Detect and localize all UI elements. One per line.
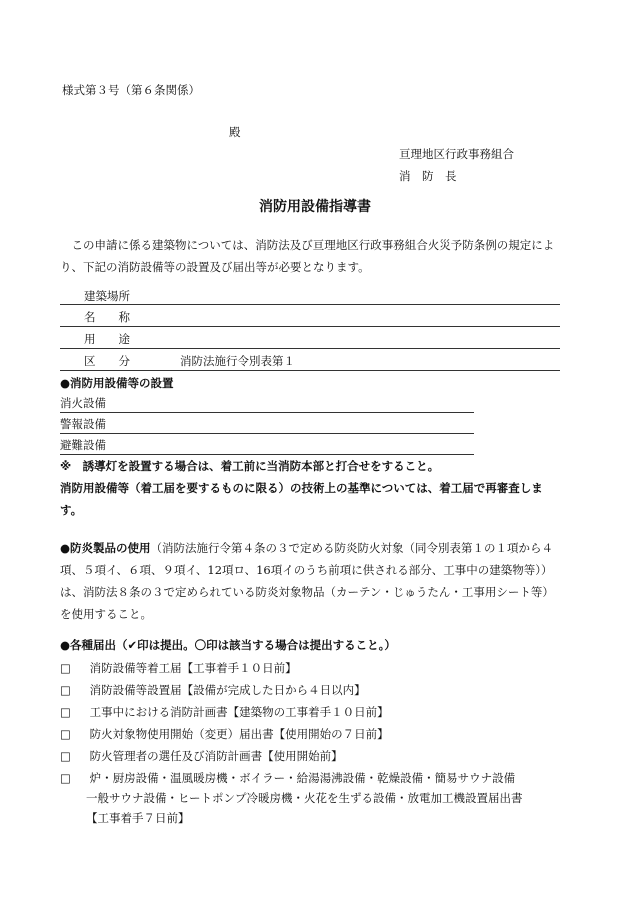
note-recheck: 消防用設備等（着工届を要するものに限る）の技術上の基準については、着工届で再審査します。 — [60, 481, 543, 517]
notification-item — [60, 660, 297, 676]
notification-item-label: 防火対象物使用開始（変更）届出書【使用開始の７日前】 — [89, 727, 389, 741]
equipment-divider — [60, 412, 474, 413]
intro-paragraph: この申請に係る建築物については、消防法及び亘理地区行政事務組合火災予防条例の規定により、下記の消防設備等の設置及び届出等が必要となります。 — [60, 238, 555, 274]
equipment-divider — [60, 433, 474, 434]
info-label-use: 用 途 — [84, 332, 130, 346]
checkbox-icon[interactable]: □ — [60, 771, 71, 785]
equipment-item-fire-extinguishing: 消火設備 — [60, 396, 106, 410]
issuer-title: 消 防 長 — [399, 169, 457, 183]
checkbox-icon[interactable]: □ — [60, 749, 71, 763]
checkbox-icon[interactable]: □ — [60, 661, 71, 675]
notification-item — [60, 726, 389, 742]
notification-item-label: 炉・厨房設備・温風暖房機・ボイラー・給湯湯沸設備・乾燥設備・簡易サウナ設備 — [89, 771, 516, 785]
notification-item — [60, 682, 366, 698]
checkbox-icon[interactable]: □ — [60, 705, 71, 719]
checkbox-icon[interactable]: □ — [60, 727, 71, 741]
note-guide-light: ※ 誘導灯を設置する場合は、着工前に当消防本部と打合せをすること。 — [60, 459, 440, 473]
info-divider — [60, 326, 560, 327]
fireproof-text: （消防法施行令第４条の３で定める防炎防火対象（同令別表第１の１項から４項、５項イ、６項、９項イ、12項ロ、16項イのうち前項に供される部分、工事中の建築物等））は、消防法８条の３で定められている防炎対象物品（カーテン・じゅうたん・工事用シート等）を使用すること。 — [60, 541, 554, 621]
notification-item-continuation: 【工事着手７日前】 — [86, 811, 190, 825]
addressee-suffix: 殿 — [229, 125, 241, 139]
issuer-organization: 亘理地区行政事務組合 — [399, 147, 514, 161]
info-divider — [60, 370, 560, 371]
notification-item — [60, 704, 389, 720]
fireproof-heading: ●防炎製品の使用 — [60, 541, 151, 555]
notification-item-label: 防火管理者の選任及び消防計画書【使用開始前】 — [89, 749, 343, 763]
doc-title: 消防用設備指導書 — [259, 199, 371, 215]
notification-item-label: 工事中における消防計画書【建築物の工事着手１０日前】 — [89, 705, 389, 719]
checkbox-icon[interactable]: □ — [60, 683, 71, 697]
notification-item-continuation: 一般サウナ設備・ヒートポンプ冷暖房機・火花を生ずる設備・放電加工機設置届出書 — [86, 791, 523, 805]
info-label-location: 建築場所 — [84, 289, 130, 303]
notification-item-label: 消防設備等設置届【設備が完成した日から４日以内】 — [89, 683, 366, 697]
info-divider — [60, 304, 560, 305]
info-value-category: 消防法施行令別表第１ — [180, 354, 295, 368]
info-label-category: 区 分 — [84, 354, 130, 368]
equipment-item-evacuation: 避難設備 — [60, 438, 106, 452]
notification-item — [60, 748, 343, 764]
info-label-name: 名 称 — [84, 310, 130, 324]
equipment-heading: ●消防用設備等の設置 — [60, 376, 174, 390]
fireproof-paragraph — [60, 537, 560, 625]
equipment-item-alarm: 警報設備 — [60, 417, 106, 431]
info-divider — [60, 348, 560, 349]
notification-item-label: 消防設備等着工届【工事着手１０日前】 — [89, 661, 297, 675]
notification-item-equipment — [60, 770, 515, 786]
equipment-divider — [60, 454, 474, 455]
notifications-heading: ●各種届出（✔印は提出。〇印は該当する場合は提出すること。） — [60, 638, 396, 652]
form-id: 様式第３号（第６条関係） — [62, 83, 200, 97]
